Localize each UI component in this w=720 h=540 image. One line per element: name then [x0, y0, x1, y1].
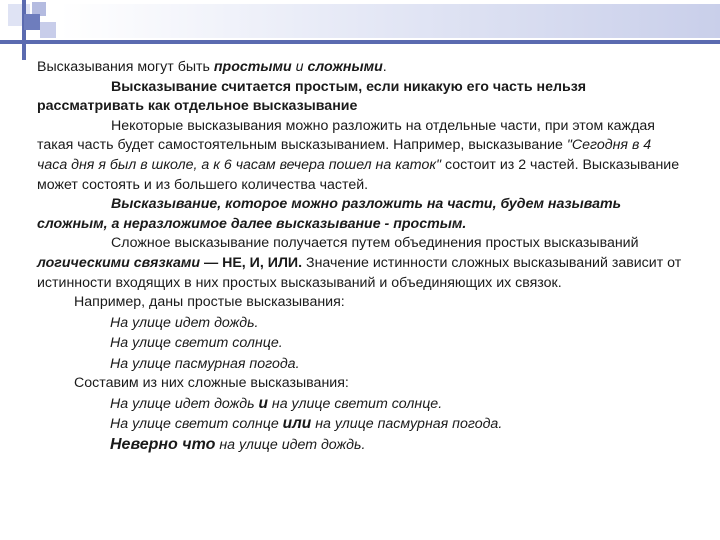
complex-statement — [37, 394, 685, 415]
paragraph-simple-intro: Например, даны простые высказывания: — [74, 294, 345, 311]
simple-statement: На улице идет дождь. — [110, 314, 259, 331]
complex-statement — [37, 435, 685, 456]
text: Некоторые высказывания можно разложить на отдельные части, при этом каждая такая часть будет самостоятельным высказыванием. Например, высказывание — [37, 117, 655, 154]
header-vertical-line — [22, 0, 26, 60]
connective-not: Неверно что — [110, 435, 216, 453]
term-complex: сложными — [307, 59, 383, 75]
term-logical-connectives: логическими связками — [37, 254, 201, 271]
paragraph-connectives — [37, 234, 685, 293]
definition-complex: Высказывание, которое можно разложить на части, будем называть сложным, а неразложимое далее высказывание - простым. — [37, 196, 622, 232]
term-simple: простыми — [213, 59, 292, 75]
text: Высказывания могут быть — [37, 59, 214, 75]
definition-simple: Высказывание считается простым, если никакую его часть нельзя рассматривать как отдельное высказывание — [37, 78, 587, 115]
text: На улице идет дождь — [110, 395, 259, 412]
decor-square-dark — [24, 14, 40, 30]
text: Сложное высказывание получается путем объединения простых высказываний — [111, 235, 639, 252]
text: . — [382, 59, 387, 75]
complex-statement — [37, 414, 685, 435]
paragraph-intro — [37, 58, 685, 78]
text: на улице пасмурная погода. — [311, 416, 503, 433]
text: Значение истинности сложных высказываний зависит от истинности входящих в них простых высказываний и объединяющих их связок. — [37, 254, 682, 291]
slide-text — [37, 58, 685, 455]
text: на улице идет дождь. — [215, 436, 366, 453]
header-horizontal-line — [0, 40, 720, 44]
example-quote: "Сегодня в 4 часа дня я был в школе, а к 6 часам вечера пошел на каток" — [37, 137, 652, 173]
simple-statement: На улице пасмурная погода. — [110, 355, 300, 372]
connectives-list: — НЕ, И, ИЛИ. — [200, 254, 303, 271]
text: на улице светит солнце. — [267, 395, 443, 412]
simple-statement: На улице светит солнце. — [110, 335, 283, 352]
text: На улице светит солнце — [110, 416, 283, 433]
paragraph-complex-intro: Составим из них сложные высказывания: — [74, 375, 349, 392]
text: и — [291, 59, 308, 75]
slide-decoration — [0, 0, 720, 60]
decor-square-pale — [40, 22, 56, 38]
header-gradient-band — [60, 4, 720, 38]
connective-and: и — [258, 394, 268, 412]
connective-or: или — [282, 415, 312, 433]
text: состоит из 2 частей. Высказывание может состоять и из большего количества частей. — [37, 156, 680, 193]
paragraph-example — [37, 117, 685, 195]
